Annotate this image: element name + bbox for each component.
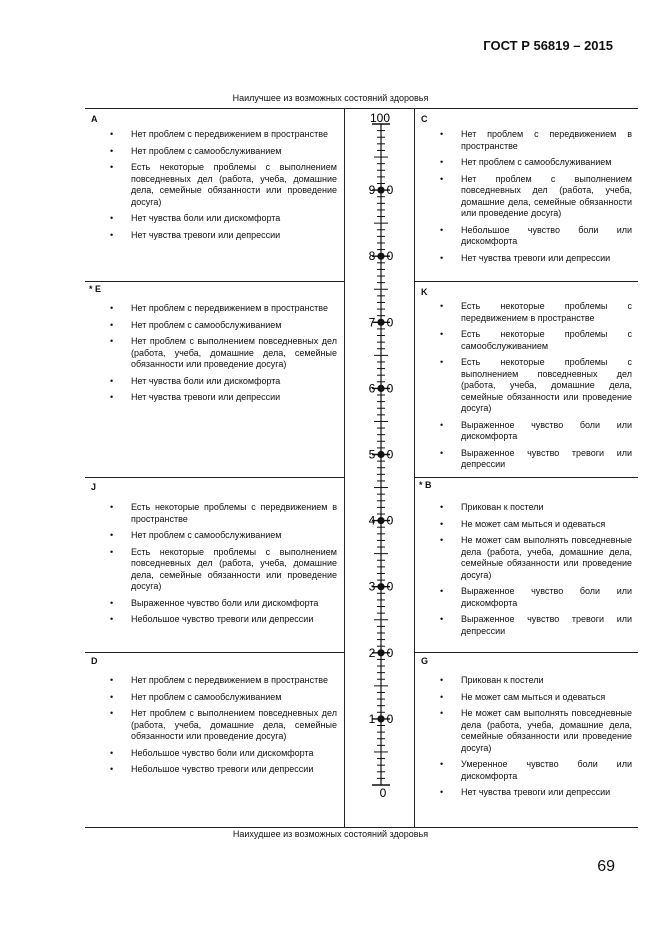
- list-item: • Нет проблем с выполнением повседневных дел (работа, учеба, домашние дела, семейные обязанности или проведение досуга): [461, 174, 632, 220]
- scale-major-labels: [369, 183, 394, 726]
- list-item: • Небольшое чувство боли или дискомфорта: [131, 748, 337, 760]
- box-c: [461, 129, 632, 269]
- list-item: • Выраженное чувство боли или дискомфорта: [461, 586, 632, 609]
- scale-major-dot: [377, 583, 384, 590]
- box-letter-g: G: [421, 656, 429, 666]
- list-item: • Нет чувства боли или дискомфорта: [131, 376, 337, 388]
- scale-major-dot: [377, 319, 384, 326]
- box-k: [461, 301, 632, 476]
- bottom-rule: [85, 827, 638, 828]
- scale-major-dot: [377, 649, 384, 656]
- scale-bottom-label: 0: [379, 786, 387, 800]
- list-item: • Нет проблем с самообслуживанием: [461, 157, 632, 169]
- scale-major-dot: [377, 385, 384, 392]
- right-divider-1: [414, 281, 638, 282]
- list-item: • Не может сам выполнять повседневные дела (работа, учеба, домашние дела, семейные обязанности или проведение досуга): [461, 708, 632, 754]
- box-letter-d: D: [91, 656, 98, 666]
- scale-major-label: 5: [368, 447, 376, 462]
- scale-major-label: 0: [386, 183, 394, 198]
- list-item: • Выраженное чувство тревоги или депрессии: [461, 614, 632, 637]
- list-item: • Нет проблем с передвижением в пространстве: [131, 303, 337, 315]
- list-item: • Небольшое чувство тревоги или депрессии: [131, 764, 337, 776]
- list-item: • Нет проблем с передвижением в пространстве: [131, 675, 337, 687]
- list-item: • Есть некоторые проблемы с самообслуживанием: [461, 329, 632, 352]
- right-column-border: [414, 108, 415, 827]
- scale-major-label: 0: [386, 645, 394, 660]
- list-item: • Есть некоторые проблемы с передвижением в пространстве: [461, 301, 632, 324]
- box-b: [461, 502, 632, 642]
- scale-major-label: 6: [368, 381, 376, 396]
- list-item: • Нет проблем с передвижением в пространстве: [461, 129, 632, 152]
- scale-major-label: 3: [368, 579, 376, 594]
- scale-top-label: 100: [369, 111, 391, 125]
- bottom-caption: Наихудшее из возможных состояний здоровья: [232, 829, 429, 839]
- list-item: • Нет проблем с самообслуживанием: [131, 692, 337, 704]
- scale-major-label: 4: [368, 513, 376, 528]
- list-item: • Нет чувства тревоги или депрессии: [461, 787, 632, 799]
- left-divider-2: [85, 477, 344, 478]
- scale-major-dot: [377, 187, 384, 194]
- list-item: • Небольшое чувство боли или дискомфорта: [461, 225, 632, 248]
- list-item: • Выраженное чувство боли или дискомфорта: [461, 420, 632, 443]
- right-divider-2: [414, 477, 638, 478]
- scale-major-label: 0: [386, 711, 394, 726]
- list-item: • Нет проблем с передвижением в пространстве: [131, 129, 337, 141]
- page-number: 69: [597, 858, 615, 875]
- scale-major-label: 0: [386, 381, 394, 396]
- list-item: • Прикован к постели: [461, 502, 632, 514]
- scale-major-label: 2: [368, 645, 376, 660]
- right-divider-3: [414, 652, 638, 653]
- list-item: • Нет чувства боли или дискомфорта: [131, 213, 337, 225]
- scale-major-label: 0: [386, 249, 394, 264]
- list-item: • Есть некоторые проблемы с выполнением повседневных дел (работа, учеба, домашние дела, семейные обязанности или проведение досуга): [461, 357, 632, 415]
- document-code: ГОСТ Р 56819 – 2015: [483, 38, 613, 53]
- left-divider-3: [85, 652, 344, 653]
- box-e: [131, 303, 337, 409]
- list-item: • Нет проблем с самообслуживанием: [131, 146, 337, 158]
- list-item: • Выраженное чувство боли или дискомфорта: [131, 598, 337, 610]
- scale-major-dot: [377, 517, 384, 524]
- list-item: • Нет чувства тревоги или депрессии: [461, 253, 632, 265]
- list-item: • Нет проблем с выполнением повседневных дел (работа, учеба, домашние дела, семейные обязанности или проведение досуга): [131, 336, 337, 371]
- scale-major-label: 8: [368, 249, 376, 264]
- list-item: • Нет чувства тревоги или депрессии: [131, 392, 337, 404]
- scale-major-label: 1: [368, 711, 376, 726]
- box-letter-a: A: [91, 114, 98, 124]
- list-item: • Есть некоторые проблемы с выполнением повседневных дел (работа, учеба, домашние дела, семейные обязанности или проведение досуга): [131, 162, 337, 208]
- list-item: • Выраженное чувство тревоги или депрессии: [461, 448, 632, 471]
- box-letter-c: C: [421, 114, 428, 124]
- box-g: [461, 675, 632, 804]
- top-rule: [85, 108, 638, 109]
- scale-major-label: 7: [368, 315, 376, 330]
- list-item: • Нет проблем с самообслуживанием: [131, 530, 337, 542]
- scale-major-label: 0: [386, 513, 394, 528]
- list-item: • Не может сам мыться и одеваться: [461, 692, 632, 704]
- box-letter-j: J: [91, 482, 97, 492]
- list-item: • Есть некоторые проблемы с выполнением повседневных дел (работа, учеба, домашние дела, семейные обязанности или проведение досуга): [131, 547, 337, 593]
- list-item: • Небольшое чувство тревоги или депрессии: [131, 614, 337, 626]
- left-divider-1: [85, 281, 344, 282]
- scale-ticks: [372, 124, 390, 785]
- list-item: • Есть некоторые проблемы с передвижением в пространстве: [131, 502, 337, 525]
- list-item: • Не может сам выполнять повседневные дела (работа, учеба, домашние дела, семейные обязанности или проведение досуга): [461, 535, 632, 581]
- scale-major-label: 0: [386, 579, 394, 594]
- scale-major-dot: [377, 253, 384, 260]
- scale-major-dot: [377, 451, 384, 458]
- list-item: • Прикован к постели: [461, 675, 632, 687]
- scale-major-label: 0: [386, 315, 394, 330]
- box-letter-k: K: [421, 287, 428, 297]
- box-j: [131, 502, 337, 631]
- box-letter-e: * E: [89, 284, 102, 294]
- top-caption: Наилучшее из возможных состояний здоровья: [232, 93, 429, 103]
- left-column-border: [344, 108, 345, 827]
- box-a: [131, 129, 337, 246]
- scale-major-dot: [377, 715, 384, 722]
- scale-major-label: 9: [368, 183, 376, 198]
- box-d: [131, 675, 337, 781]
- list-item: • Нет проблем с выполнением повседневных дел (работа, учеба, домашние дела, семейные обязанности или проведение досуга): [131, 708, 337, 743]
- list-item: • Не может сам мыться и одеваться: [461, 519, 632, 531]
- list-item: • Нет проблем с самообслуживанием: [131, 320, 337, 332]
- list-item: • Нет чувства тревоги или депрессии: [131, 230, 337, 242]
- list-item: • Умеренное чувство боли или дискомфорта: [461, 759, 632, 782]
- scale-major-label: 0: [386, 447, 394, 462]
- box-letter-b: * B: [419, 480, 432, 490]
